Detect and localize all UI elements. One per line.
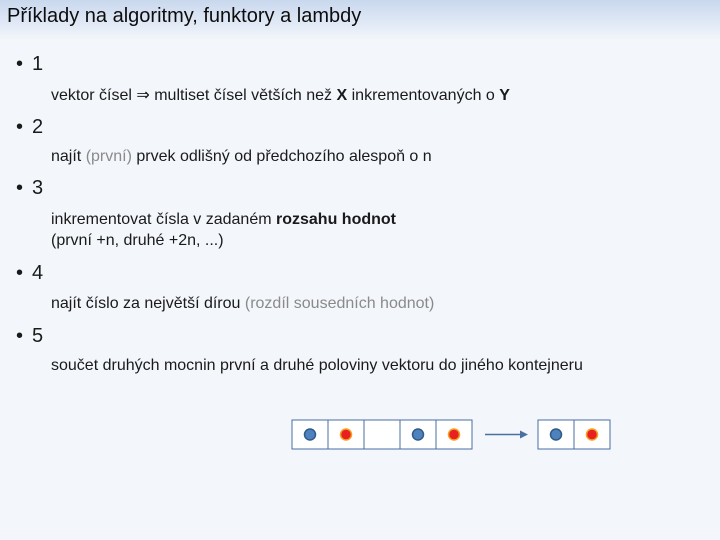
slide-title: Příklady na algoritmy, funktory a lambdy bbox=[7, 5, 362, 27]
target-blue-dot bbox=[551, 429, 562, 440]
source-red-dot bbox=[341, 429, 352, 440]
item-1-description bbox=[51, 86, 510, 106]
text-segment: prvek odlišný od předchozího alespoň o n bbox=[131, 148, 432, 165]
target-cell bbox=[538, 420, 574, 449]
text-segment: najít bbox=[51, 148, 86, 165]
item-3-description bbox=[51, 210, 396, 230]
grey-note: (rozdíl sousedních hodnot) bbox=[244, 295, 435, 312]
source-cell bbox=[328, 420, 364, 449]
text-segment: najít číslo za největší dírou bbox=[51, 295, 245, 312]
arrow-head bbox=[520, 431, 528, 439]
bullet-dot: • bbox=[16, 53, 24, 75]
bullet-dot: • bbox=[16, 325, 24, 347]
bullet-1 bbox=[16, 53, 43, 76]
target-red-dot bbox=[587, 429, 598, 440]
source-blue-dot bbox=[305, 429, 316, 440]
text-segment: inkrementovaných o bbox=[347, 87, 500, 104]
bullet-number: 4 bbox=[32, 262, 44, 284]
bullet-dot: • bbox=[16, 116, 24, 138]
source-cell bbox=[292, 420, 328, 449]
variable-y: Y bbox=[499, 87, 510, 104]
target-cell bbox=[574, 420, 610, 449]
source-red-dot bbox=[449, 429, 460, 440]
text-segment: vektor čísel ⇒ multiset čísel větších než bbox=[51, 87, 337, 104]
bullet-number: 2 bbox=[32, 116, 44, 138]
item-3-description-line2: (první +n, druhé +2n, ...) bbox=[51, 232, 224, 249]
source-cell bbox=[400, 420, 436, 449]
grey-note: (první) bbox=[85, 148, 132, 165]
item-2-description bbox=[51, 147, 432, 167]
source-blue-dot bbox=[413, 429, 424, 440]
bullet-dot: • bbox=[16, 262, 24, 284]
bullet-2 bbox=[16, 116, 43, 139]
variable-x: X bbox=[336, 87, 348, 104]
item-4-description bbox=[51, 294, 434, 314]
text-segment: inkrementovat čísla v zadaném bbox=[51, 211, 276, 228]
bullet-dot: • bbox=[16, 177, 24, 199]
text-segment: součet druhých mocnin první a druhé poloviny vektoru do jiného kontejneru bbox=[51, 357, 583, 374]
bullet-4 bbox=[16, 262, 43, 285]
item-5-description bbox=[51, 356, 583, 376]
source-cell bbox=[364, 420, 400, 449]
bullet-number: 3 bbox=[32, 177, 44, 199]
source-cell bbox=[436, 420, 472, 449]
bold-phrase: rozsahu hodnot bbox=[276, 211, 396, 228]
bullet-number: 5 bbox=[32, 325, 44, 347]
bullet-5 bbox=[16, 325, 43, 348]
bullet-3 bbox=[16, 177, 43, 200]
bullet-number: 1 bbox=[32, 53, 44, 75]
